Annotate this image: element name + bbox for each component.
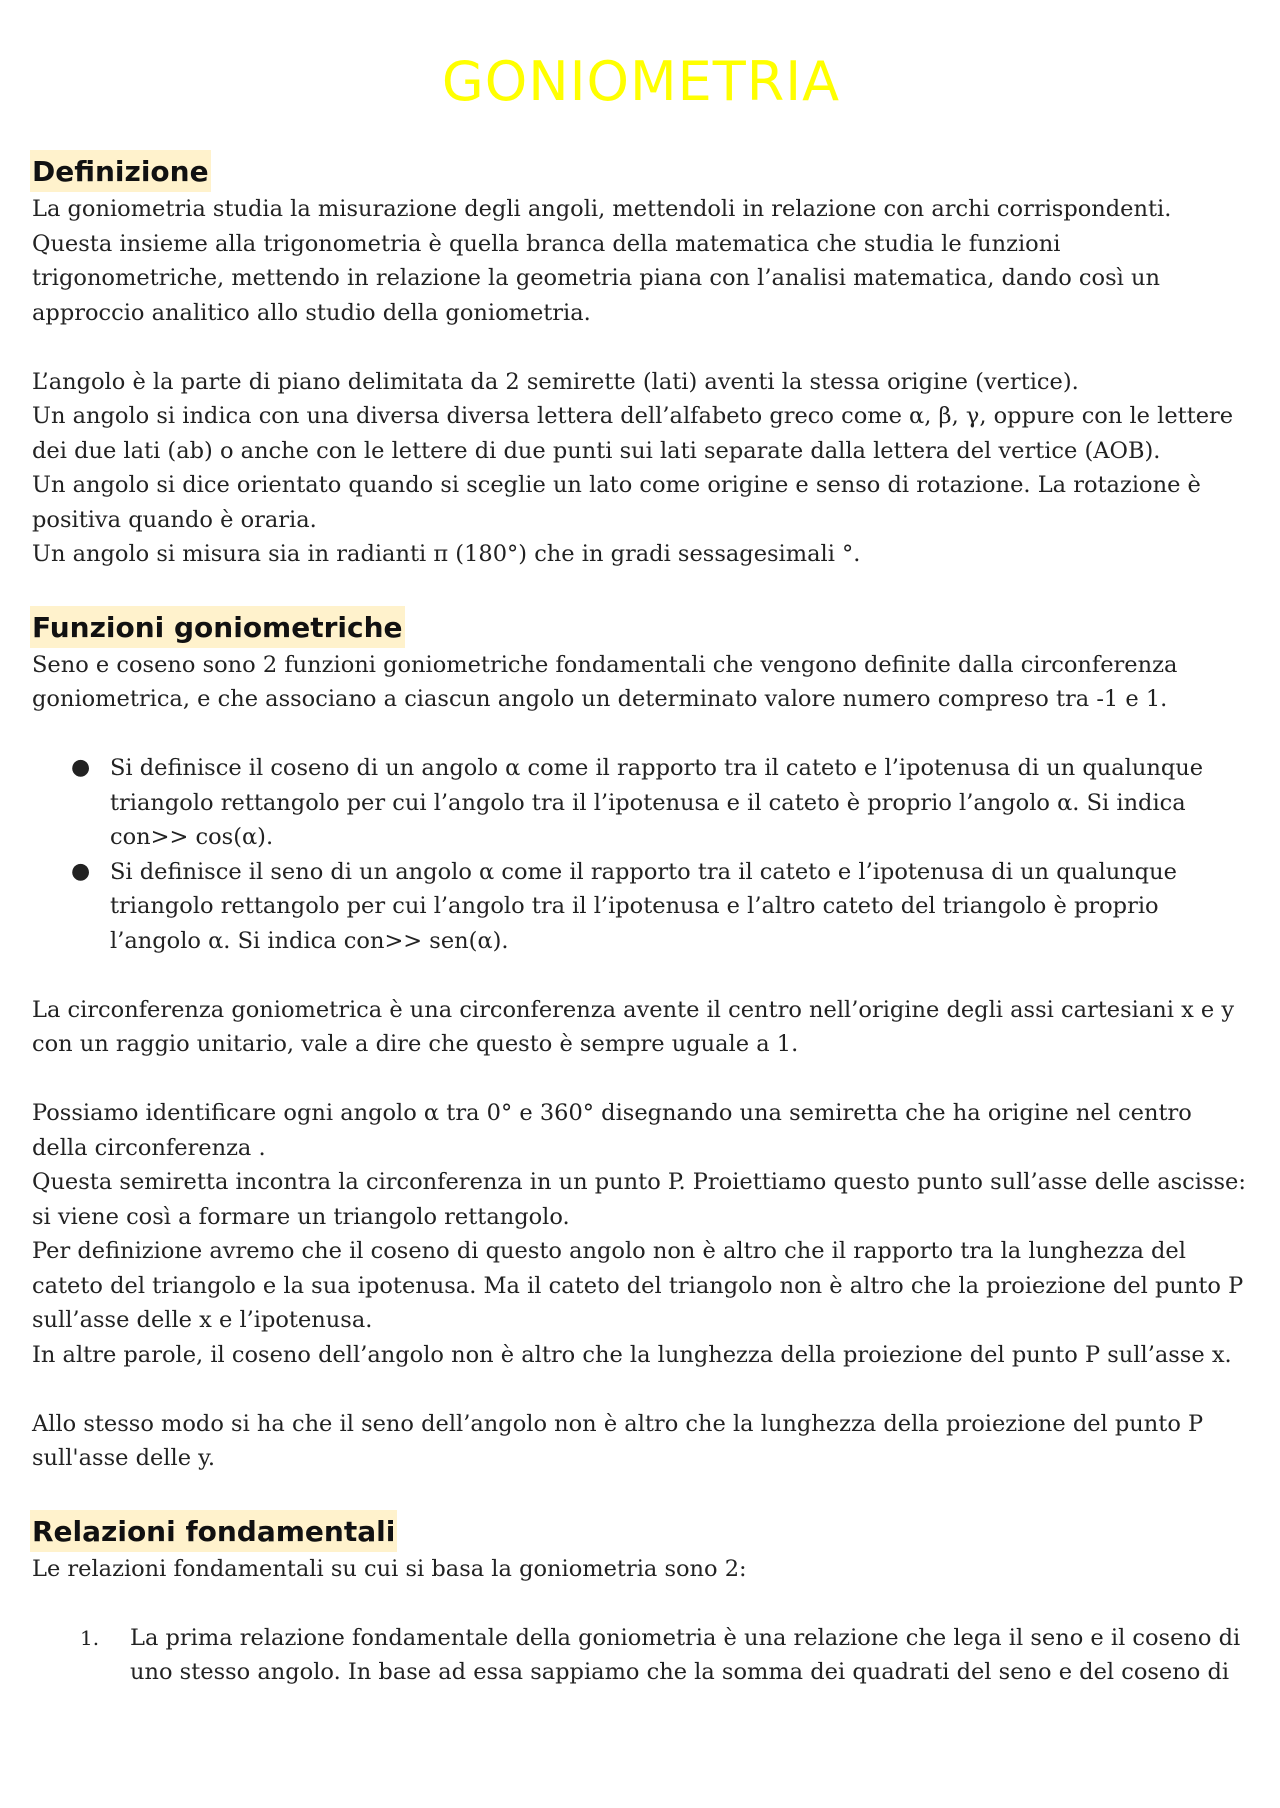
paragraph: Le relazioni fondamentali su cui si basa la goniometria sono 2: [32,1555,747,1582]
bullet-list [32,751,1250,958]
list-item [80,1621,1250,1690]
paragraph: In altre parole, il coseno dell’angolo non è altro che la lunghezza della proiezione del punto P sull’asse x. [32,1341,1232,1368]
section-heading: Relazioni fondamentali [30,1510,397,1552]
spacer [32,958,1250,993]
paragraph: Un angolo si dice orientato quando si sceglie un lato come origine e senso di rotazione. La rotazione è positiva quando è oraria. [32,472,1201,533]
section-heading: Definizione [30,150,211,192]
paragraph: Allo stesso modo si ha che il seno dell’angolo non è altro che la lunghezza della proiezione del punto P sull'asse delle y. [32,1410,1204,1471]
section-heading: Funzioni goniometriche [30,606,405,648]
list-item-text: Si definisce il seno di un angolo α come il rapporto tra il cateto e l’ipotenusa di un qualunque triangolo rettangolo per cui l’angolo tra il l’ipotenusa e l’altro cateto del triangolo è proprio l’angolo α. Si indica con>> sen(α). [110,858,1177,954]
section-funzioni-goniometriche [32,606,1250,1476]
paragraph: Un angolo si indica con una diversa diversa lettera dell’alfabeto greco come α, β, γ, oppure con le lettere dei due lati (ab) o anche con le lettere di due punti sui lati separate dalla lettera del vertice (AOB). [32,403,1234,464]
section-definizione [32,150,1250,572]
paragraph: Questa semiretta incontra la circonferenza in un punto P. Proiettiamo questo punto sull’asse delle ascisse: si viene così a formare un triangolo rettangolo. [32,1169,1246,1230]
spacer [32,1586,1250,1621]
list-item [71,751,1250,855]
spacer [32,330,1250,365]
paragraph: La goniometria studia la misurazione degli angoli, mettendoli in relazione con archi corrispondenti. Questa insieme alla trigonometria è quella branca della matematica che studia le funzioni trigonometriche, mettendo in relazione la geometria piana con l’analisi matematica, dando così un approccio analitico allo studio della goniometria. [32,196,1172,326]
spacer [32,1062,1250,1097]
list-item-text: La prima relazione fondamentale della goniometria è una relazione che lega il seno e il coseno di uno stesso angolo. In base ad essa sappiamo che la somma dei quadrati del seno e del coseno di [130,1624,1241,1685]
paragraph: Seno e coseno sono 2 funzioni goniometriche fondamentali che vengono definite dalla circonferenza goniometrica, e che associano a ciascun angolo un determinato valore numero compreso tra -1 e 1. [32,651,1178,712]
section-relazioni-fondamentali [32,1510,1250,1690]
page-title: GONIOMETRIA [441,50,841,113]
spacer [32,717,1250,752]
paragraph: Per definizione avremo che il coseno di questo angolo non è altro che il rapporto tra la lunghezza del cateto del triangolo e la sua ipotenusa. Ma il cateto del triangolo non è altro che la proiezione del punto P sull’asse delle x e l’ipotenusa. [32,1238,1244,1333]
bullet-icon: ● [71,858,91,884]
list-item-text: Si definisce il coseno di un angolo α come il rapporto tra il cateto e l’ipotenusa di un qualunque triangolo rettangolo per cui l’angolo tra il l’ipotenusa e il cateto è proprio l’angolo α. Si indica con>> cos(α). [110,755,1204,850]
paragraph: Possiamo identificare ogni angolo α tra 0° e 360° disegnando una semiretta che ha origine nel centro della circonferenza . [32,1100,1192,1161]
bullet-icon: ● [71,755,91,780]
paragraph: Un angolo si misura sia in radianti π (180°) che in gradi sessagesimali °. [32,541,861,567]
paragraph: La circonferenza goniometrica è una circonferenza avente il centro nell’origine degli assi cartesiani x e y con un raggio unitario, vale a dire che questo è sempre uguale a 1. [32,996,1235,1057]
list-item [71,855,1250,959]
list-number: 1. [80,1625,100,1650]
numbered-list [32,1621,1250,1690]
paragraph: L’angolo è la parte di piano delimitata da 2 semirette (lati) aventi la stessa origine (vertice). [32,368,1079,395]
spacer [32,1372,1250,1407]
